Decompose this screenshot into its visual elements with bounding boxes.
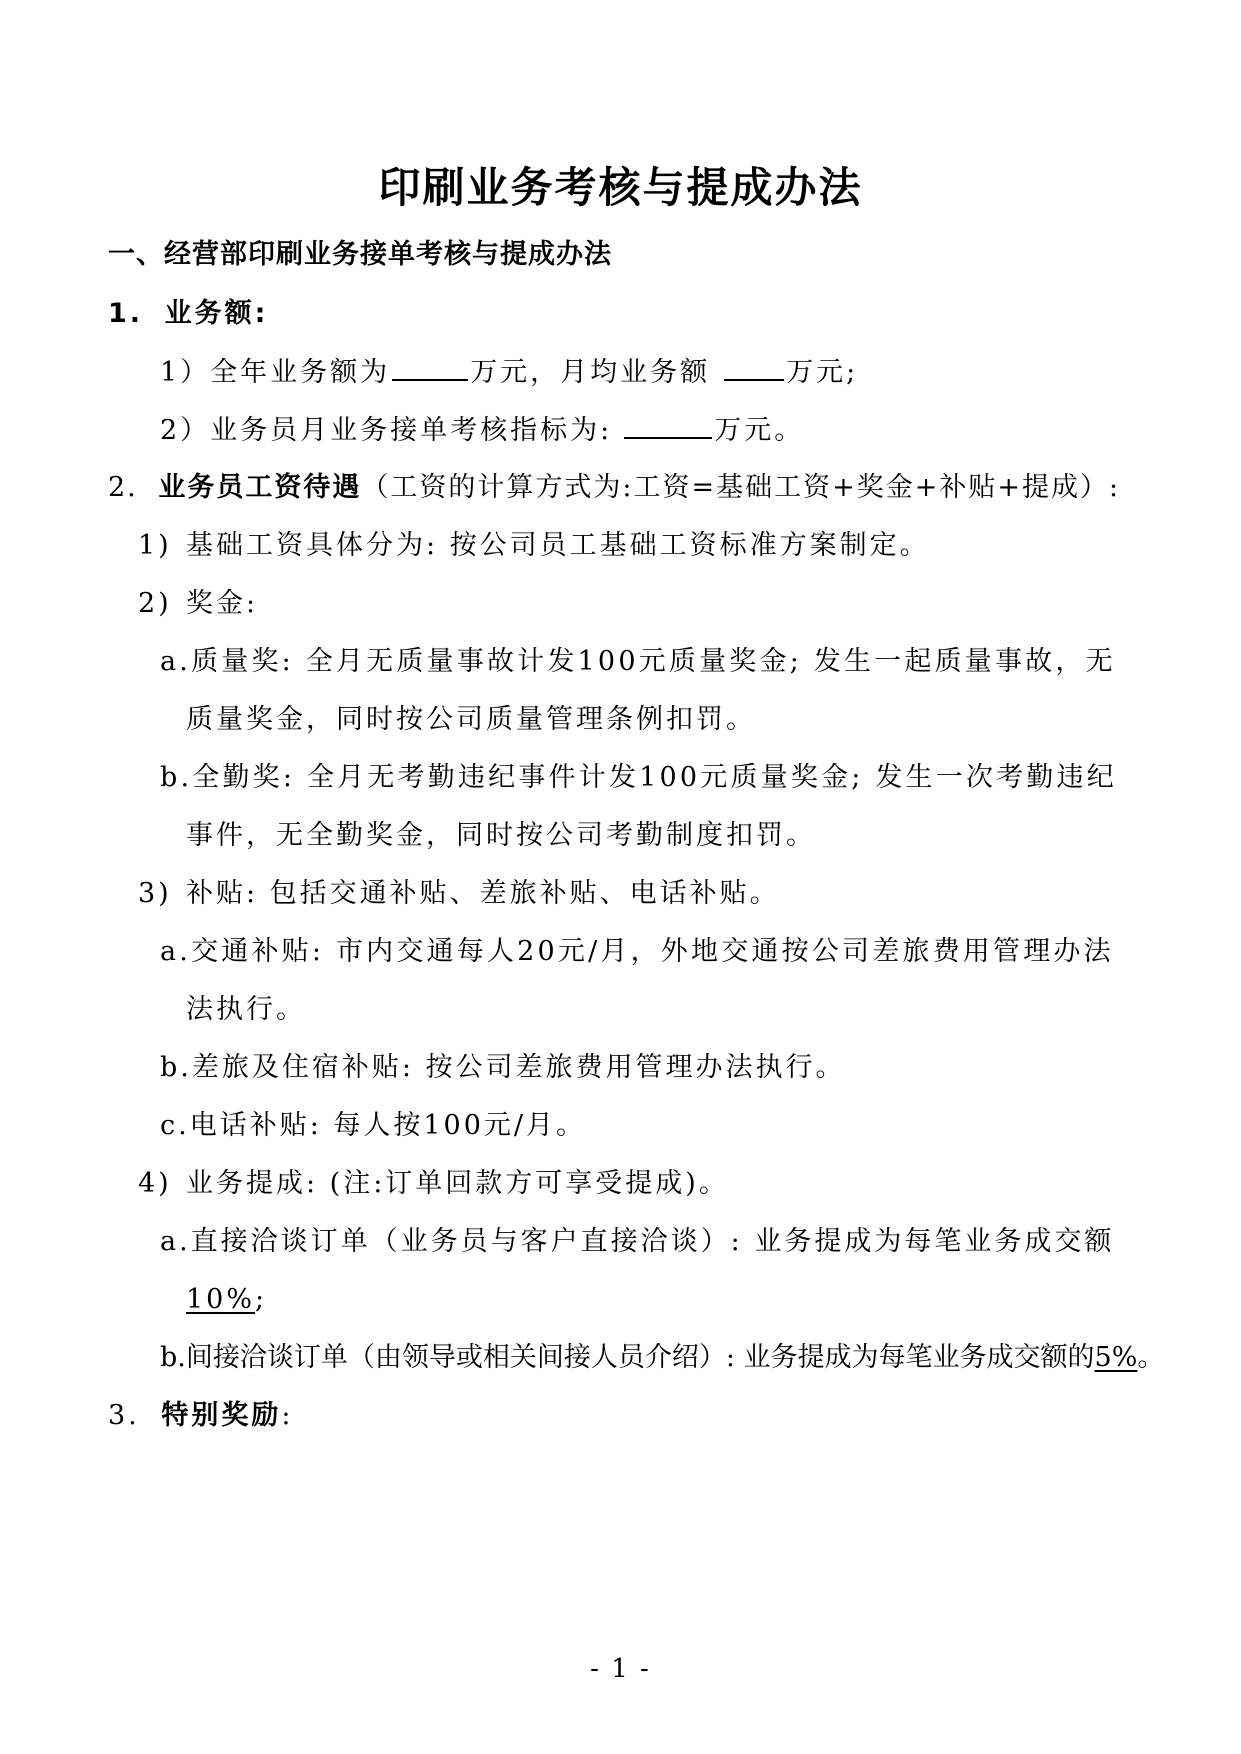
sub-item-4-text: 业务提成: (注:订单回款方可享受提成)。 <box>186 1168 729 1199</box>
sub-item-2 <box>138 587 259 621</box>
direct-order-rate: 10% <box>186 1284 256 1315</box>
quality-bonus-line-2: 质量奖金，同时按公司质量管理条例扣罚。 <box>186 704 756 735</box>
direct-order-punct: ; <box>255 1284 268 1315</box>
item-2-title: 业务员工资待遇 <box>158 472 362 503</box>
item-1-heading <box>108 297 268 331</box>
attendance-bonus-line-1: b.全勤奖: 全月无考勤违纪事件计发100元质量奖金; 发生一次考勤违纪 <box>160 762 1117 793</box>
indirect-order-text: b.间接洽谈订单（由领导或相关间接人员介绍）: 业务提成为每笔业务成交额的 <box>160 1342 1095 1373</box>
item-1-line-1 <box>160 355 858 390</box>
document-title: 印刷业务考核与提成办法 <box>378 163 863 212</box>
indirect-order-rate: 5% <box>1094 1342 1138 1373</box>
item-2-number: 2. <box>108 472 138 503</box>
sub-item-3-number: 3) <box>138 878 172 909</box>
sub-item-1 <box>138 529 930 563</box>
monthly-volume-label: 万元，月均业务额 <box>470 357 711 388</box>
sub-item-2-number: 2) <box>138 588 172 619</box>
sub-item-3 <box>138 877 780 911</box>
item-2-heading <box>108 471 1120 505</box>
travel-allowance-line: b.差旅及住宿补贴: 按公司差旅费用管理办法执行。 <box>160 1052 846 1083</box>
item-1-title: 业务额: <box>164 298 269 329</box>
monthly-volume-unit: 万元; <box>786 357 859 388</box>
item-3-title: 特别奖励 <box>161 1400 282 1431</box>
item-3-number: 3. <box>108 1400 140 1431</box>
indirect-order-line <box>160 1341 1164 1375</box>
sub-item-1-number: 1) <box>138 530 172 561</box>
annual-volume-blank <box>392 355 468 381</box>
monthly-target-unit: 万元。 <box>714 415 805 446</box>
direct-order-line-2 <box>186 1283 267 1317</box>
sub-item-1-text: 基础工资具体分为: 按公司员工基础工资标准方案制定。 <box>186 530 930 561</box>
attendance-bonus-line-2: 事件，无全勤奖金，同时按公司考勤制度扣罚。 <box>186 820 816 851</box>
sub-item-4 <box>138 1167 729 1201</box>
quality-bonus-line-1: a.质量奖: 全月无质量事故计发100元质量奖金; 发生一起质量事故，无 <box>160 646 1116 677</box>
monthly-target-label: 2）业务员月业务接单考核指标为: <box>160 415 613 446</box>
section-heading: 一、经营部印刷业务接单考核与提成办法 <box>108 239 612 270</box>
sub-item-2-text: 奖金: <box>186 588 259 619</box>
item-2-note: （工资的计算方式为:工资=基础工资+奖金+补贴+提成）: <box>361 472 1121 503</box>
item-1-line-2 <box>160 413 804 448</box>
transport-allowance-line-1: a.交通补贴: 市内交通每人20元/月，外地交通按公司差旅费用管理办法 <box>160 936 1114 967</box>
sub-item-3-text: 补贴: 包括交通补贴、差旅补贴、电话补贴。 <box>186 878 780 909</box>
page-number: - 1 - <box>590 1654 651 1684</box>
item-1-number: 1. <box>108 298 144 329</box>
annual-volume-label: 1）全年业务额为 <box>160 357 391 388</box>
transport-allowance-line-2: 法执行。 <box>186 994 306 1025</box>
item-3-colon: : <box>281 1400 294 1431</box>
indirect-order-punct: 。 <box>1137 1342 1165 1373</box>
monthly-volume-blank <box>724 355 784 381</box>
phone-allowance-line: c.电话补贴: 每人按100元/月。 <box>160 1110 587 1141</box>
direct-order-line-1: a.直接洽谈订单（业务员与客户直接洽谈）: 业务提成为每笔业务成交额 <box>160 1226 1115 1257</box>
item-3-heading <box>108 1399 293 1433</box>
monthly-target-blank <box>624 413 712 439</box>
sub-item-4-number: 4) <box>138 1168 172 1199</box>
